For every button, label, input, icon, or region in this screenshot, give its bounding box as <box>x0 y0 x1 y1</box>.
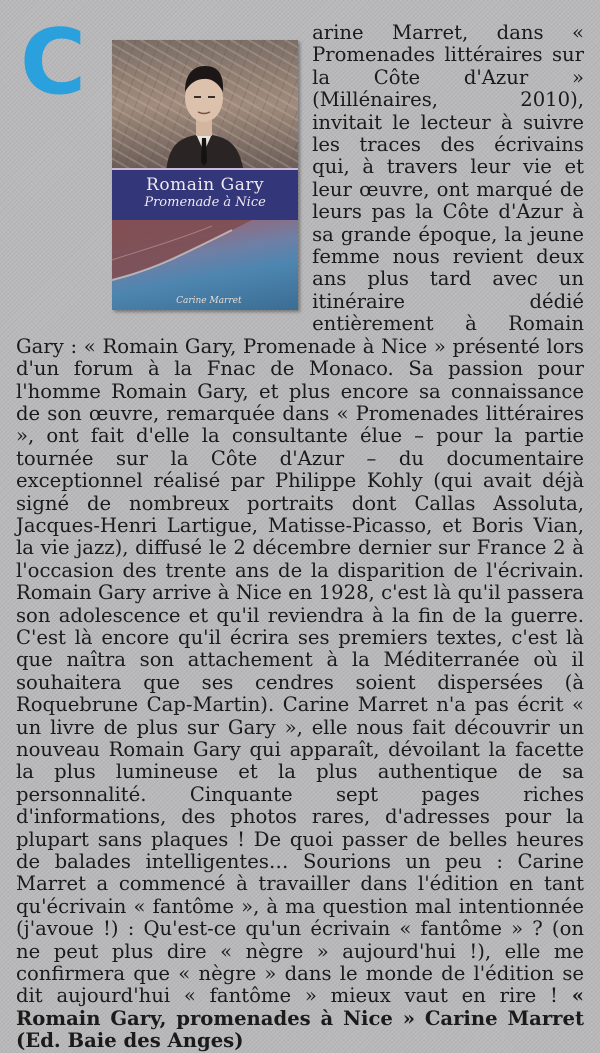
drop-cap: C <box>20 10 87 115</box>
article-body <box>16 10 584 1053</box>
cover-subtitle: Promenade à Nice <box>144 195 266 210</box>
article-text: arine Marret, dans « Promenades littéraires sur la Côte d'Azur » (Millénaires, 2010), invitait le lecteur à suivre les traces des écrivains qui, à travers leur vie et leur œuvre, ont marqué de leurs pas la Côte d'Azur à sa grande époque, la jeune femme nous revient deux ans plus tard avec un itinéraire dédié entièrement à Romain Gary : « Romain Gary, Promenade à Nice » présenté lors d'un forum à la Fnac de Monaco. Sa passion pour l'homme Romain Gary, et plus encore sa connaissance de son œuvre, remarquée dans « Promenades littéraires », ont fait d'elle la consultante élue – pour la partie tournée sur la Côte d'Azur – du documentaire exceptionnel réalisé par Philippe Kohly (qui avait déjà signé de nombreux portraits dont Callas Assoluta, Jacques-Henri Lartigue, Matisse-Picasso, et Boris Vian, la vie jazz), diffusé le 2 décembre dernier sur France 2 à l'occasion des trente ans de la disparition de l'écrivain. Romain Gary arrive à Nice en 1928, c'est là qu'il passera son adolescence et qu'il reviendra à la fin de la guerre. C'est là encore qu'il écrira ses premiers textes, c'est là que naîtra son attachement à la Méditerranée où il souhaitera que ses cendres soient dispersées (à Roquebrune Cap-Martin). Carine Marret n'a pas écrit « un livre de plus sur Gary », elle nous fait découvrir un nouveau Romain Gary qui apparaît, dévoilant la facette la plus lumineuse et la plus authentique de sa personnalité. Cinquante sept pages riches d'informations, des photos rares, d'adresses pour la plupart sans plaques ! De quoi passer de belles heures de balades intelligentes… Sourions un peu : Carine Marret a commencé à travailler dans l'édition en tant qu'écrivain « fantôme », à ma question mal intentionnée (j'avoue !) : Qu'est-ce qu'un écrivain « fantôme » ? (on ne peut plus dire « nègre » aujourd'hui !), elle me confirmera que « nègre » dans le monde de l'édition se dit aujourd'hui « fantôme » mieux vaut en rire ! <box>16 21 584 1008</box>
cover-author: Carine Marret <box>176 296 242 306</box>
book-cover-image <box>112 40 298 310</box>
cover-title-band <box>112 168 298 222</box>
cover-title: Romain Gary <box>146 175 265 195</box>
portrait-figure <box>158 52 250 174</box>
article-credit: « Romain Gary, promenades à Nice » Carine Marret (Ed. Baie des Anges) <box>16 984 584 1053</box>
